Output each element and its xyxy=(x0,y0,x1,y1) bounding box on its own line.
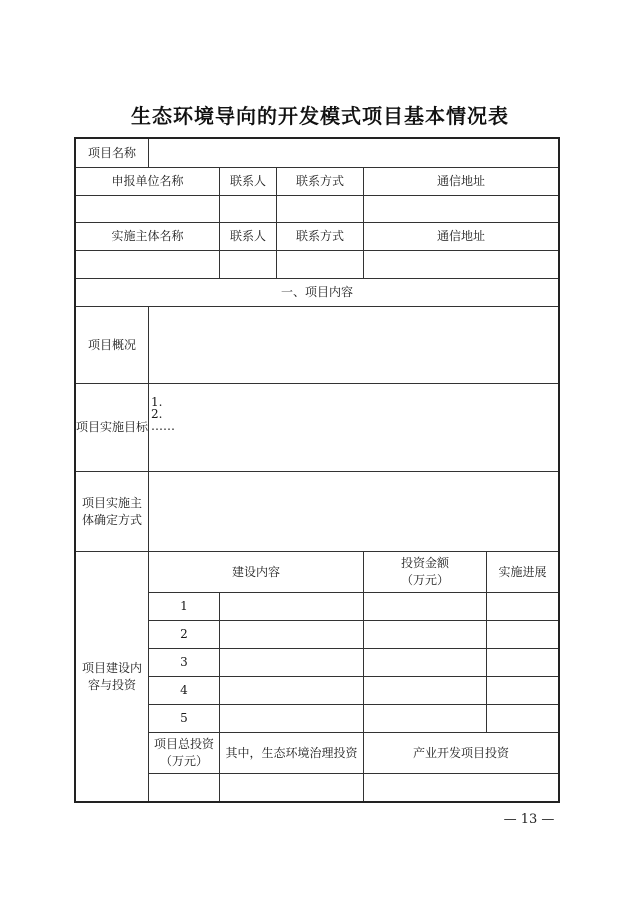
progress-header: 实施进展 xyxy=(487,552,558,593)
applicant-unit-field[interactable] xyxy=(76,196,220,223)
item-progress-field[interactable] xyxy=(487,677,558,705)
page-number: — 13 — xyxy=(503,812,555,827)
applicant-address-field[interactable] xyxy=(364,196,558,223)
item-amount-field[interactable] xyxy=(364,705,487,733)
total-investment-label: 项目总投资（万元） xyxy=(149,733,220,774)
implementer-method-field[interactable] xyxy=(277,251,364,279)
industry-investment-field[interactable] xyxy=(364,774,558,801)
implementer-method-header: 联系方式 xyxy=(277,223,364,251)
project-name-label: 项目名称 xyxy=(76,139,149,168)
item-number: 2 xyxy=(149,621,220,649)
item-progress-field[interactable] xyxy=(487,621,558,649)
project-name-field[interactable] xyxy=(149,139,558,168)
overview-label: 项目概况 xyxy=(76,307,149,384)
applicant-unit-header: 申报单位名称 xyxy=(76,168,220,196)
determination-field[interactable] xyxy=(149,472,558,552)
item-progress-field[interactable] xyxy=(487,649,558,677)
construction-content-header: 建设内容 xyxy=(149,552,364,593)
item-content-field[interactable] xyxy=(220,593,364,621)
item-content-field[interactable] xyxy=(220,621,364,649)
overview-field[interactable] xyxy=(149,307,558,384)
item-number: 4 xyxy=(149,677,220,705)
determination-label: 项目实施主体确定方式 xyxy=(76,472,149,552)
applicant-method-header: 联系方式 xyxy=(277,168,364,196)
item-amount-field[interactable] xyxy=(364,649,487,677)
total-investment-field[interactable] xyxy=(149,774,220,801)
applicant-address-header: 通信地址 xyxy=(364,168,558,196)
implementer-address-header: 通信地址 xyxy=(364,223,558,251)
document-title: 生态环境导向的开发模式项目基本情况表 xyxy=(131,104,509,128)
implementer-contact-field[interactable] xyxy=(220,251,277,279)
implementer-unit-header: 实施主体名称 xyxy=(76,223,220,251)
item-number: 5 xyxy=(149,705,220,733)
eco-governance-label: 其中，生态环境治理投资 xyxy=(220,733,364,774)
goals-field[interactable] xyxy=(149,384,558,472)
implementer-contact-header: 联系人 xyxy=(220,223,277,251)
goal-item-2: 2. xyxy=(151,406,163,421)
item-content-field[interactable] xyxy=(220,677,364,705)
item-content-field[interactable] xyxy=(220,649,364,677)
item-number: 1 xyxy=(149,593,220,621)
applicant-contact-header: 联系人 xyxy=(220,168,277,196)
item-amount-field[interactable] xyxy=(364,621,487,649)
item-progress-field[interactable] xyxy=(487,593,558,621)
item-content-field[interactable] xyxy=(220,705,364,733)
industry-investment-label: 产业开发项目投资 xyxy=(364,733,558,774)
goal-item-more: …… xyxy=(151,418,175,433)
section-one-heading: 一、项目内容 xyxy=(76,279,558,307)
implementer-address-field[interactable] xyxy=(364,251,558,279)
project-info-form xyxy=(74,137,560,803)
applicant-contact-field[interactable] xyxy=(220,196,277,223)
item-amount-field[interactable] xyxy=(364,677,487,705)
item-number: 3 xyxy=(149,649,220,677)
goal-item-1: 1. xyxy=(151,394,163,409)
investment-amount-header: 投资金额（万元） xyxy=(364,552,487,593)
eco-governance-field[interactable] xyxy=(220,774,364,801)
applicant-method-field[interactable] xyxy=(277,196,364,223)
goals-label: 项目实施目标 xyxy=(76,384,149,472)
construction-label: 项目建设内容与投资 xyxy=(76,552,149,801)
item-amount-field[interactable] xyxy=(364,593,487,621)
item-progress-field[interactable] xyxy=(487,705,558,733)
implementer-unit-field[interactable] xyxy=(76,251,220,279)
